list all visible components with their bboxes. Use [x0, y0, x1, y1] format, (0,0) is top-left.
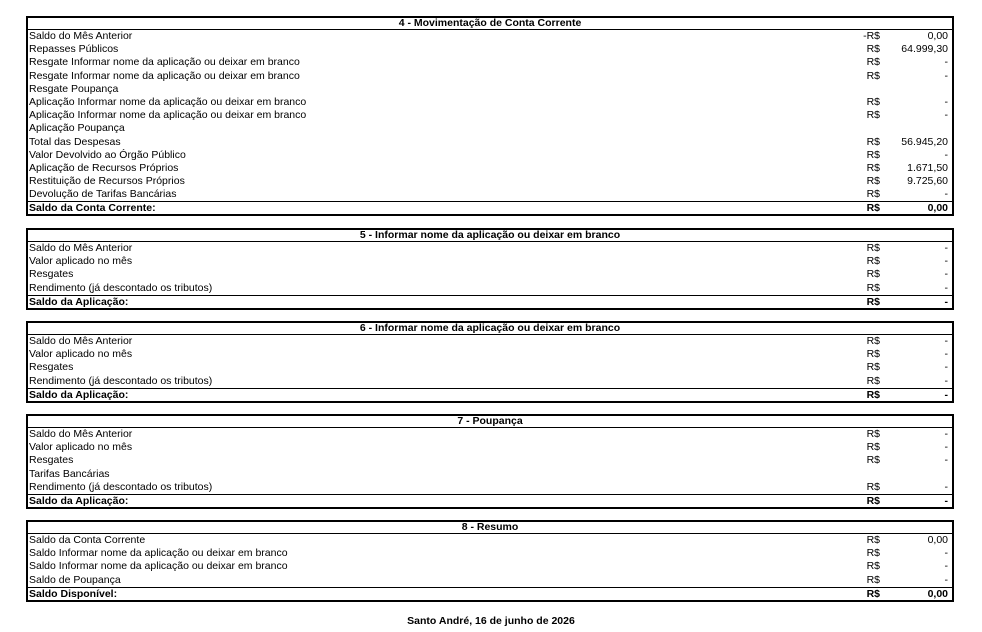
row-label: Valor aplicado no mês [29, 348, 133, 361]
section-7 [26, 414, 954, 509]
row-label: Aplicação Informar nome da aplicação ou deixar em branco [29, 109, 307, 122]
table-row [28, 56, 952, 69]
row-label: Aplicação Informar nome da aplicação ou deixar em branco [29, 95, 307, 108]
currency-symbol: R$ [866, 268, 880, 281]
currency-symbol: R$ [866, 454, 880, 467]
row-label: Saldo da Aplicação: [29, 295, 129, 308]
currency-symbol: R$ [866, 348, 880, 361]
currency-symbol: R$ [866, 242, 880, 254]
row-label: Resgate Poupança [29, 82, 119, 95]
row-value: - [944, 109, 948, 122]
currency-symbol: R$ [866, 428, 880, 440]
row-label: Saldo de Poupança [29, 573, 121, 586]
row-label: Resgates [29, 361, 74, 374]
row-value: 9.725,60 [907, 175, 948, 188]
row-value: - [944, 494, 948, 507]
row-label: Saldo Disponível: [29, 587, 118, 600]
currency-symbol: R$ [866, 69, 880, 82]
row-value: - [944, 95, 948, 108]
table-row [28, 242, 952, 255]
row-value: - [944, 374, 948, 387]
table-row [28, 441, 952, 454]
currency-symbol: R$ [866, 295, 880, 308]
row-value: - [944, 361, 948, 374]
row-label: Saldo do Mês Anterior [29, 428, 133, 440]
row-value: - [944, 428, 948, 440]
row-value: - [944, 69, 948, 82]
footer-date: Santo André, 16 de junho de 2026 [407, 615, 575, 627]
section-title: 8 - Resumo [28, 522, 952, 534]
table-row [28, 149, 952, 162]
table-row [28, 481, 952, 494]
currency-symbol: R$ [866, 374, 880, 387]
row-value: 1.671,50 [907, 161, 948, 174]
table-row [28, 83, 952, 96]
currency-symbol: R$ [866, 109, 880, 122]
row-label: Resgates [29, 268, 74, 281]
row-value: 0,00 [927, 587, 948, 600]
section-4 [26, 16, 954, 216]
section-8 [26, 520, 954, 602]
row-label: Total das Despesas [29, 135, 121, 148]
table-row [28, 428, 952, 441]
row-value: - [944, 242, 948, 254]
row-label: Repasses Públicos [29, 43, 119, 56]
section-title: 4 - Movimentação de Conta Corrente [28, 18, 952, 30]
section-6 [26, 321, 954, 403]
table-row [28, 560, 952, 573]
row-value: - [944, 480, 948, 493]
total-row [28, 587, 952, 600]
currency-symbol: R$ [866, 255, 880, 268]
table-row [28, 136, 952, 149]
row-value: - [944, 255, 948, 268]
table-row [28, 109, 952, 122]
row-label: Valor aplicado no mês [29, 441, 133, 454]
currency-symbol: R$ [866, 175, 880, 188]
table-row [28, 335, 952, 348]
currency-symbol: R$ [866, 534, 880, 546]
currency-symbol: R$ [866, 494, 880, 507]
row-label: Rendimento (já descontado os tributos) [29, 374, 213, 387]
row-label: Tarifas Bancárias [29, 467, 110, 480]
currency-symbol: R$ [866, 587, 880, 600]
table-row [28, 268, 952, 281]
row-label: Valor Devolvido ao Órgão Público [29, 148, 186, 161]
currency-symbol: R$ [866, 388, 880, 401]
currency-symbol: R$ [866, 335, 880, 347]
row-label: Saldo do Mês Anterior [29, 335, 133, 347]
table-row [28, 175, 952, 188]
table-row [28, 188, 952, 201]
table-row [28, 468, 952, 481]
currency-symbol: R$ [866, 547, 880, 560]
table-row [28, 96, 952, 109]
currency-symbol: R$ [866, 361, 880, 374]
table-row [28, 454, 952, 467]
row-label: Saldo da Aplicação: [29, 388, 129, 401]
row-value: - [944, 547, 948, 560]
table-row [28, 255, 952, 268]
section-title: 6 - Informar nome da aplicação ou deixar em branco [28, 323, 952, 335]
table-row [28, 361, 952, 374]
table-row [28, 375, 952, 388]
currency-symbol: R$ [866, 135, 880, 148]
currency-symbol: R$ [866, 56, 880, 69]
currency-symbol: -R$ [863, 30, 880, 42]
currency-symbol: R$ [866, 188, 880, 201]
currency-symbol: R$ [866, 95, 880, 108]
row-label: Rendimento (já descontado os tributos) [29, 480, 213, 493]
row-label: Saldo da Conta Corrente [29, 534, 146, 546]
total-row [28, 388, 952, 401]
currency-symbol: R$ [866, 43, 880, 56]
table-row [28, 30, 952, 43]
currency-symbol: R$ [866, 560, 880, 573]
row-value: 0,00 [927, 202, 948, 215]
currency-symbol: R$ [866, 480, 880, 493]
row-value: - [944, 148, 948, 161]
currency-symbol: R$ [866, 202, 880, 215]
row-label: Saldo do Mês Anterior [29, 30, 133, 42]
row-value: 0,00 [927, 534, 948, 546]
table-row [28, 348, 952, 361]
row-label: Saldo da Conta Corrente: [29, 202, 156, 215]
row-label: Devolução de Tarifas Bancárias [29, 188, 177, 201]
row-label: Resgates [29, 454, 74, 467]
currency-symbol: R$ [866, 281, 880, 294]
row-value: - [944, 188, 948, 201]
table-row [28, 162, 952, 175]
total-row [28, 494, 952, 507]
row-label: Resgate Informar nome da aplicação ou deixar em branco [29, 69, 300, 82]
row-value: 56.945,20 [901, 135, 948, 148]
row-value: - [944, 441, 948, 454]
table-row [28, 534, 952, 547]
row-value: - [944, 348, 948, 361]
row-label: Aplicação Poupança [29, 122, 125, 135]
section-title: 5 - Informar nome da aplicação ou deixar em branco [28, 230, 952, 242]
table-row [28, 547, 952, 560]
row-value: - [944, 268, 948, 281]
row-label: Restituição de Recursos Próprios [29, 175, 185, 188]
row-label: Valor aplicado no mês [29, 255, 133, 268]
section-title: 7 - Poupança [28, 416, 952, 428]
row-label: Saldo da Aplicação: [29, 494, 129, 507]
row-label: Saldo Informar nome da aplicação ou deixar em branco [29, 560, 288, 573]
table-row [28, 43, 952, 56]
row-value: - [944, 295, 948, 308]
row-value: 0,00 [927, 30, 948, 42]
row-label: Saldo do Mês Anterior [29, 242, 133, 254]
row-label: Aplicação de Recursos Próprios [29, 161, 179, 174]
total-row [28, 295, 952, 308]
row-value: - [944, 281, 948, 294]
table-row [28, 122, 952, 135]
currency-symbol: R$ [866, 573, 880, 586]
currency-symbol: R$ [866, 441, 880, 454]
section-5 [26, 228, 954, 310]
table-row [28, 282, 952, 295]
row-label: Rendimento (já descontado os tributos) [29, 281, 213, 294]
table-row [28, 574, 952, 587]
row-value: - [944, 454, 948, 467]
row-label: Resgate Informar nome da aplicação ou deixar em branco [29, 56, 300, 69]
row-value: 64.999,30 [901, 43, 948, 56]
currency-symbol: R$ [866, 161, 880, 174]
row-value: - [944, 388, 948, 401]
total-row [28, 201, 952, 214]
currency-symbol: R$ [866, 148, 880, 161]
row-value: - [944, 56, 948, 69]
table-row [28, 70, 952, 83]
row-value: - [944, 335, 948, 347]
row-label: Saldo Informar nome da aplicação ou deixar em branco [29, 547, 288, 560]
row-value: - [944, 573, 948, 586]
row-value: - [944, 560, 948, 573]
